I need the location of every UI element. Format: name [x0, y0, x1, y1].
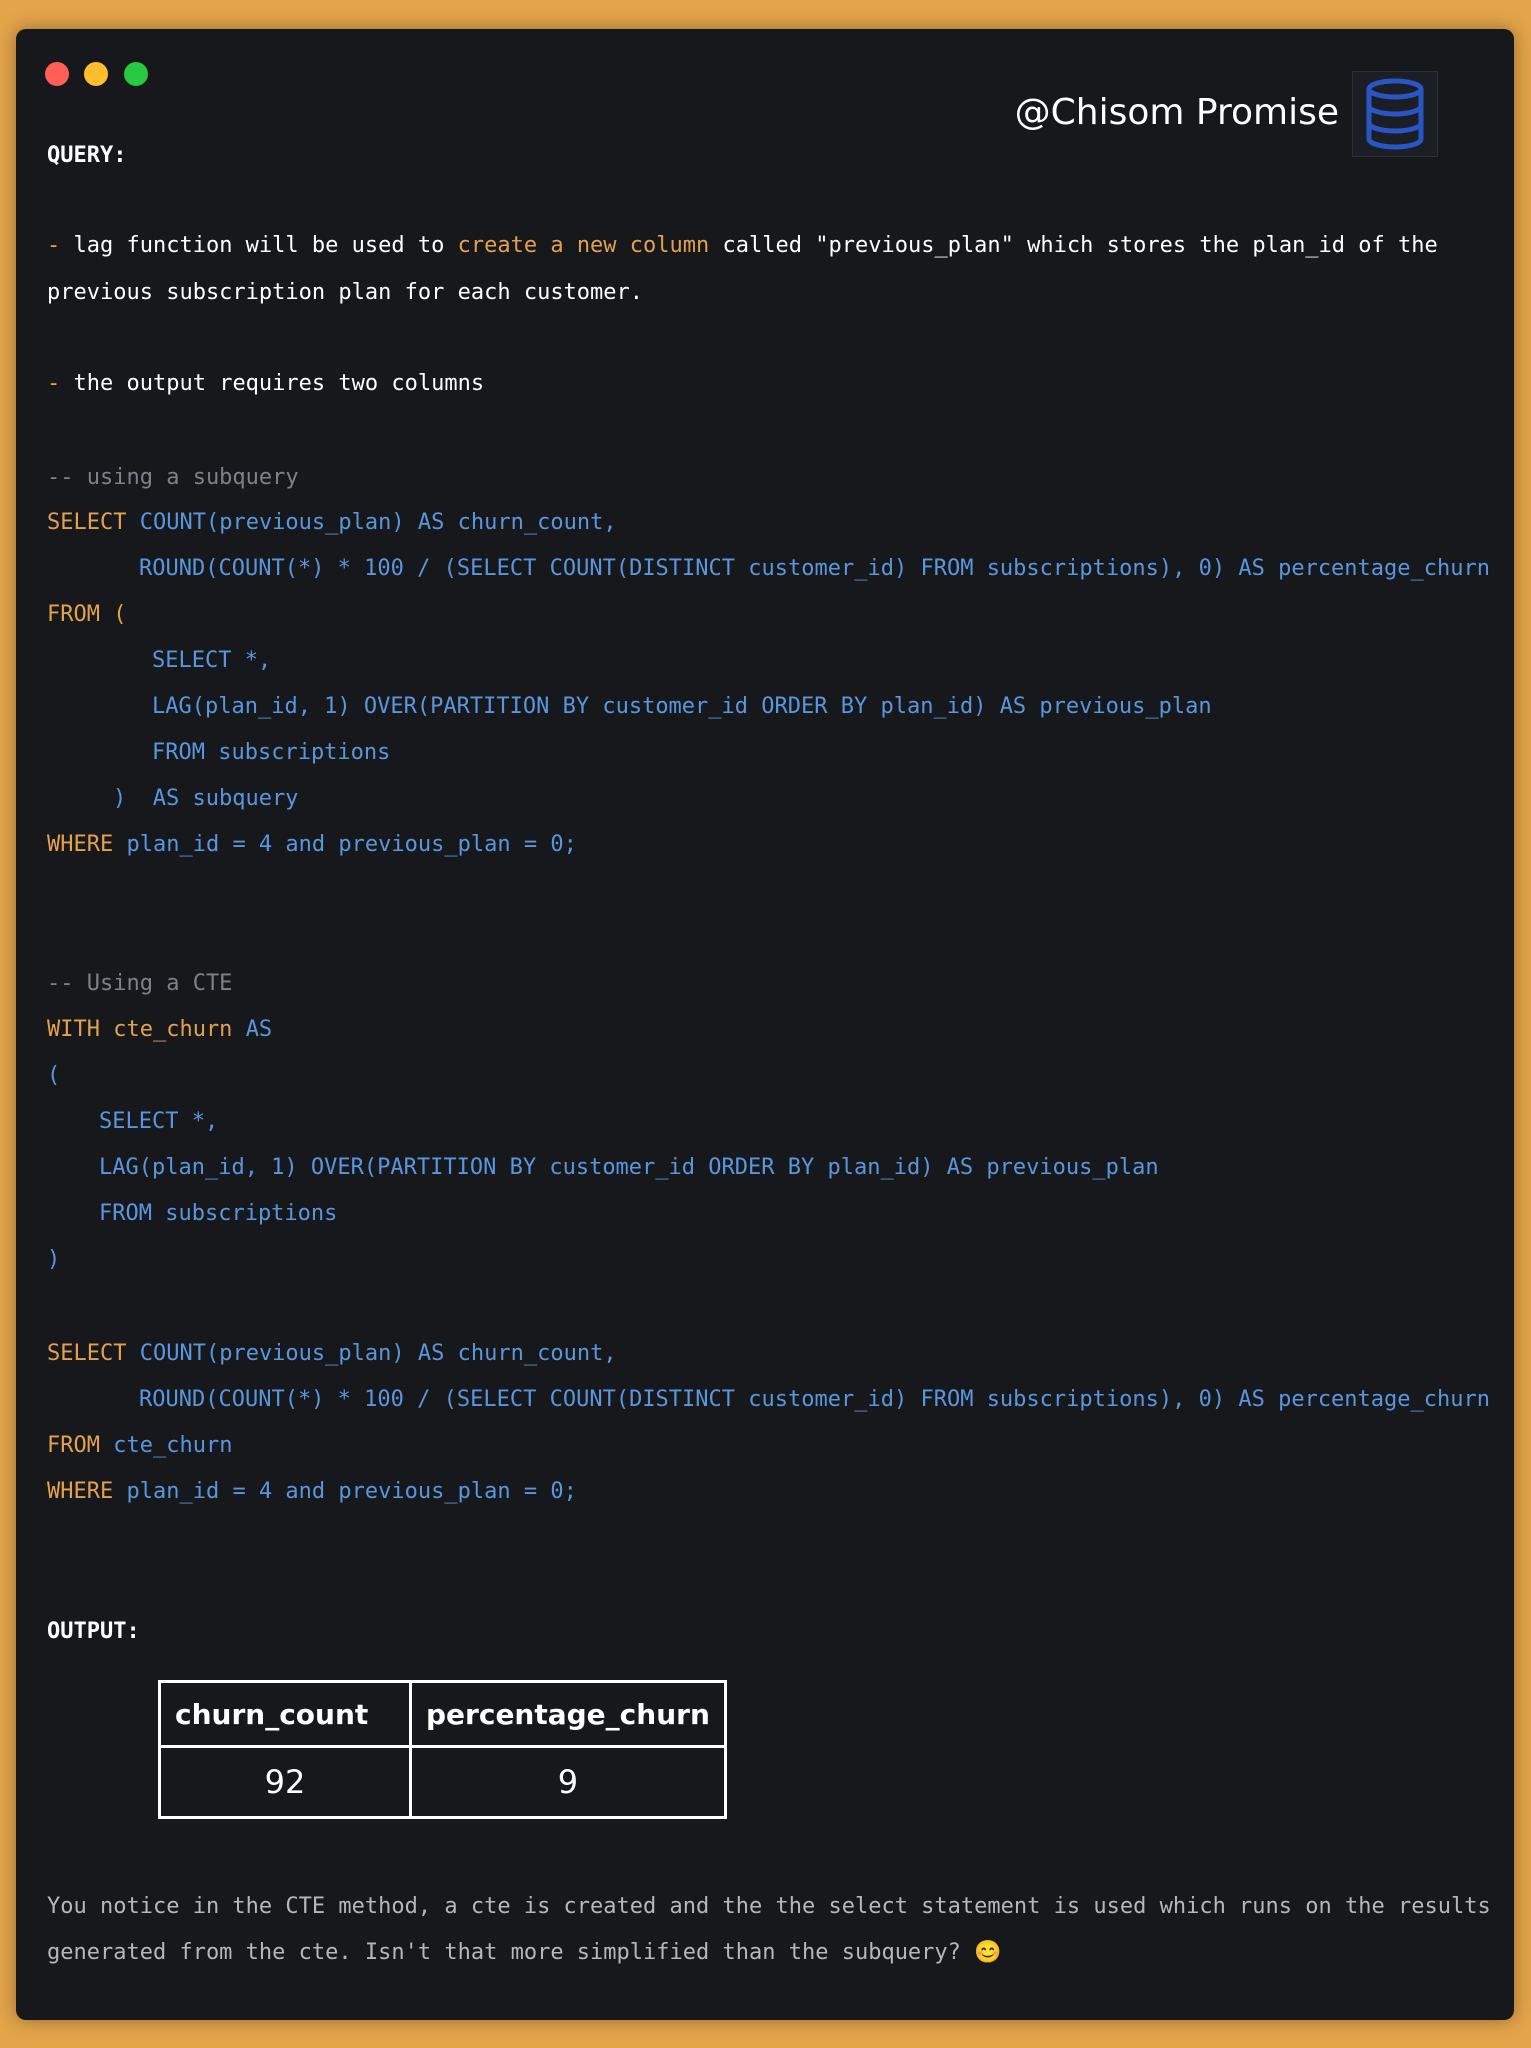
maximize-window-dot[interactable] — [124, 62, 148, 86]
query-heading: QUERY: — [47, 143, 127, 168]
cte-line-7: SELECT COUNT(previous_plan) AS churn_count, — [47, 1341, 617, 1366]
note-1-line-2: previous subscription plan for each customer. — [47, 280, 644, 305]
cte-line-6: ) — [47, 1247, 61, 1272]
note-1-line-1: - lag function will be used to create a new column called "previous_plan" which stores the plan_id of the — [47, 233, 1438, 258]
subquery-line-8: WHERE plan_id = 4 and previous_plan = 0; — [47, 832, 577, 857]
cte-line-3: SELECT *, — [99, 1109, 219, 1134]
subquery-line-4: SELECT *, — [152, 648, 272, 673]
cell-percentage-churn: 9 — [411, 1747, 726, 1818]
column-header-churn-count: churn_count — [160, 1682, 411, 1747]
closing-note-line-2: generated from the cte. Isn't that more simplified than the subquery? 😊 — [47, 1940, 1002, 1965]
cte-line-5: FROM subscriptions — [99, 1201, 338, 1226]
subquery-line-6: FROM subscriptions — [152, 740, 391, 765]
cte-line-9: FROM cte_churn — [47, 1433, 233, 1458]
subquery-line-1: SELECT COUNT(previous_plan) AS churn_count, — [47, 510, 617, 535]
cte-line-1: WITH cte_churn AS — [47, 1017, 273, 1042]
cte-line-8: ROUND(COUNT(*) * 100 / (SELECT COUNT(DISTINCT customer_id) FROM subscriptions), 0) AS percentage_churn — [139, 1387, 1491, 1412]
note-2: - the output requires two columns — [47, 371, 485, 396]
output-heading: OUTPUT: — [47, 1619, 140, 1644]
subquery-line-2: ROUND(COUNT(*) * 100 / (SELECT COUNT(DISTINCT customer_id) FROM subscriptions), 0) AS percentage_churn — [139, 556, 1491, 581]
cte-comment: -- Using a CTE — [47, 971, 233, 996]
database-icon — [1352, 71, 1438, 157]
cell-churn-count: 92 — [160, 1747, 411, 1818]
subquery-line-3: FROM ( — [47, 602, 127, 627]
subquery-comment: -- using a subquery — [47, 465, 299, 490]
cte-line-4: LAG(plan_id, 1) OVER(PARTITION BY customer_id ORDER BY plan_id) AS previous_plan — [99, 1155, 1159, 1180]
author-handle: @Chisom Promise — [1014, 92, 1339, 133]
cte-line-2: ( — [47, 1063, 61, 1088]
column-header-percentage-churn: percentage_churn — [411, 1682, 726, 1747]
output-table — [158, 1680, 727, 1819]
close-window-dot[interactable] — [45, 62, 69, 86]
subquery-line-7: ) AS subquery — [113, 786, 299, 811]
cte-line-10: WHERE plan_id = 4 and previous_plan = 0; — [47, 1479, 577, 1504]
closing-note-line-1: You notice in the CTE method, a cte is created and the the select statement is used which runs on the results — [47, 1894, 1491, 1919]
minimize-window-dot[interactable] — [84, 62, 108, 86]
table-header-row — [160, 1682, 726, 1747]
table-row — [160, 1747, 726, 1818]
subquery-line-5: LAG(plan_id, 1) OVER(PARTITION BY customer_id ORDER BY plan_id) AS previous_plan — [152, 694, 1212, 719]
